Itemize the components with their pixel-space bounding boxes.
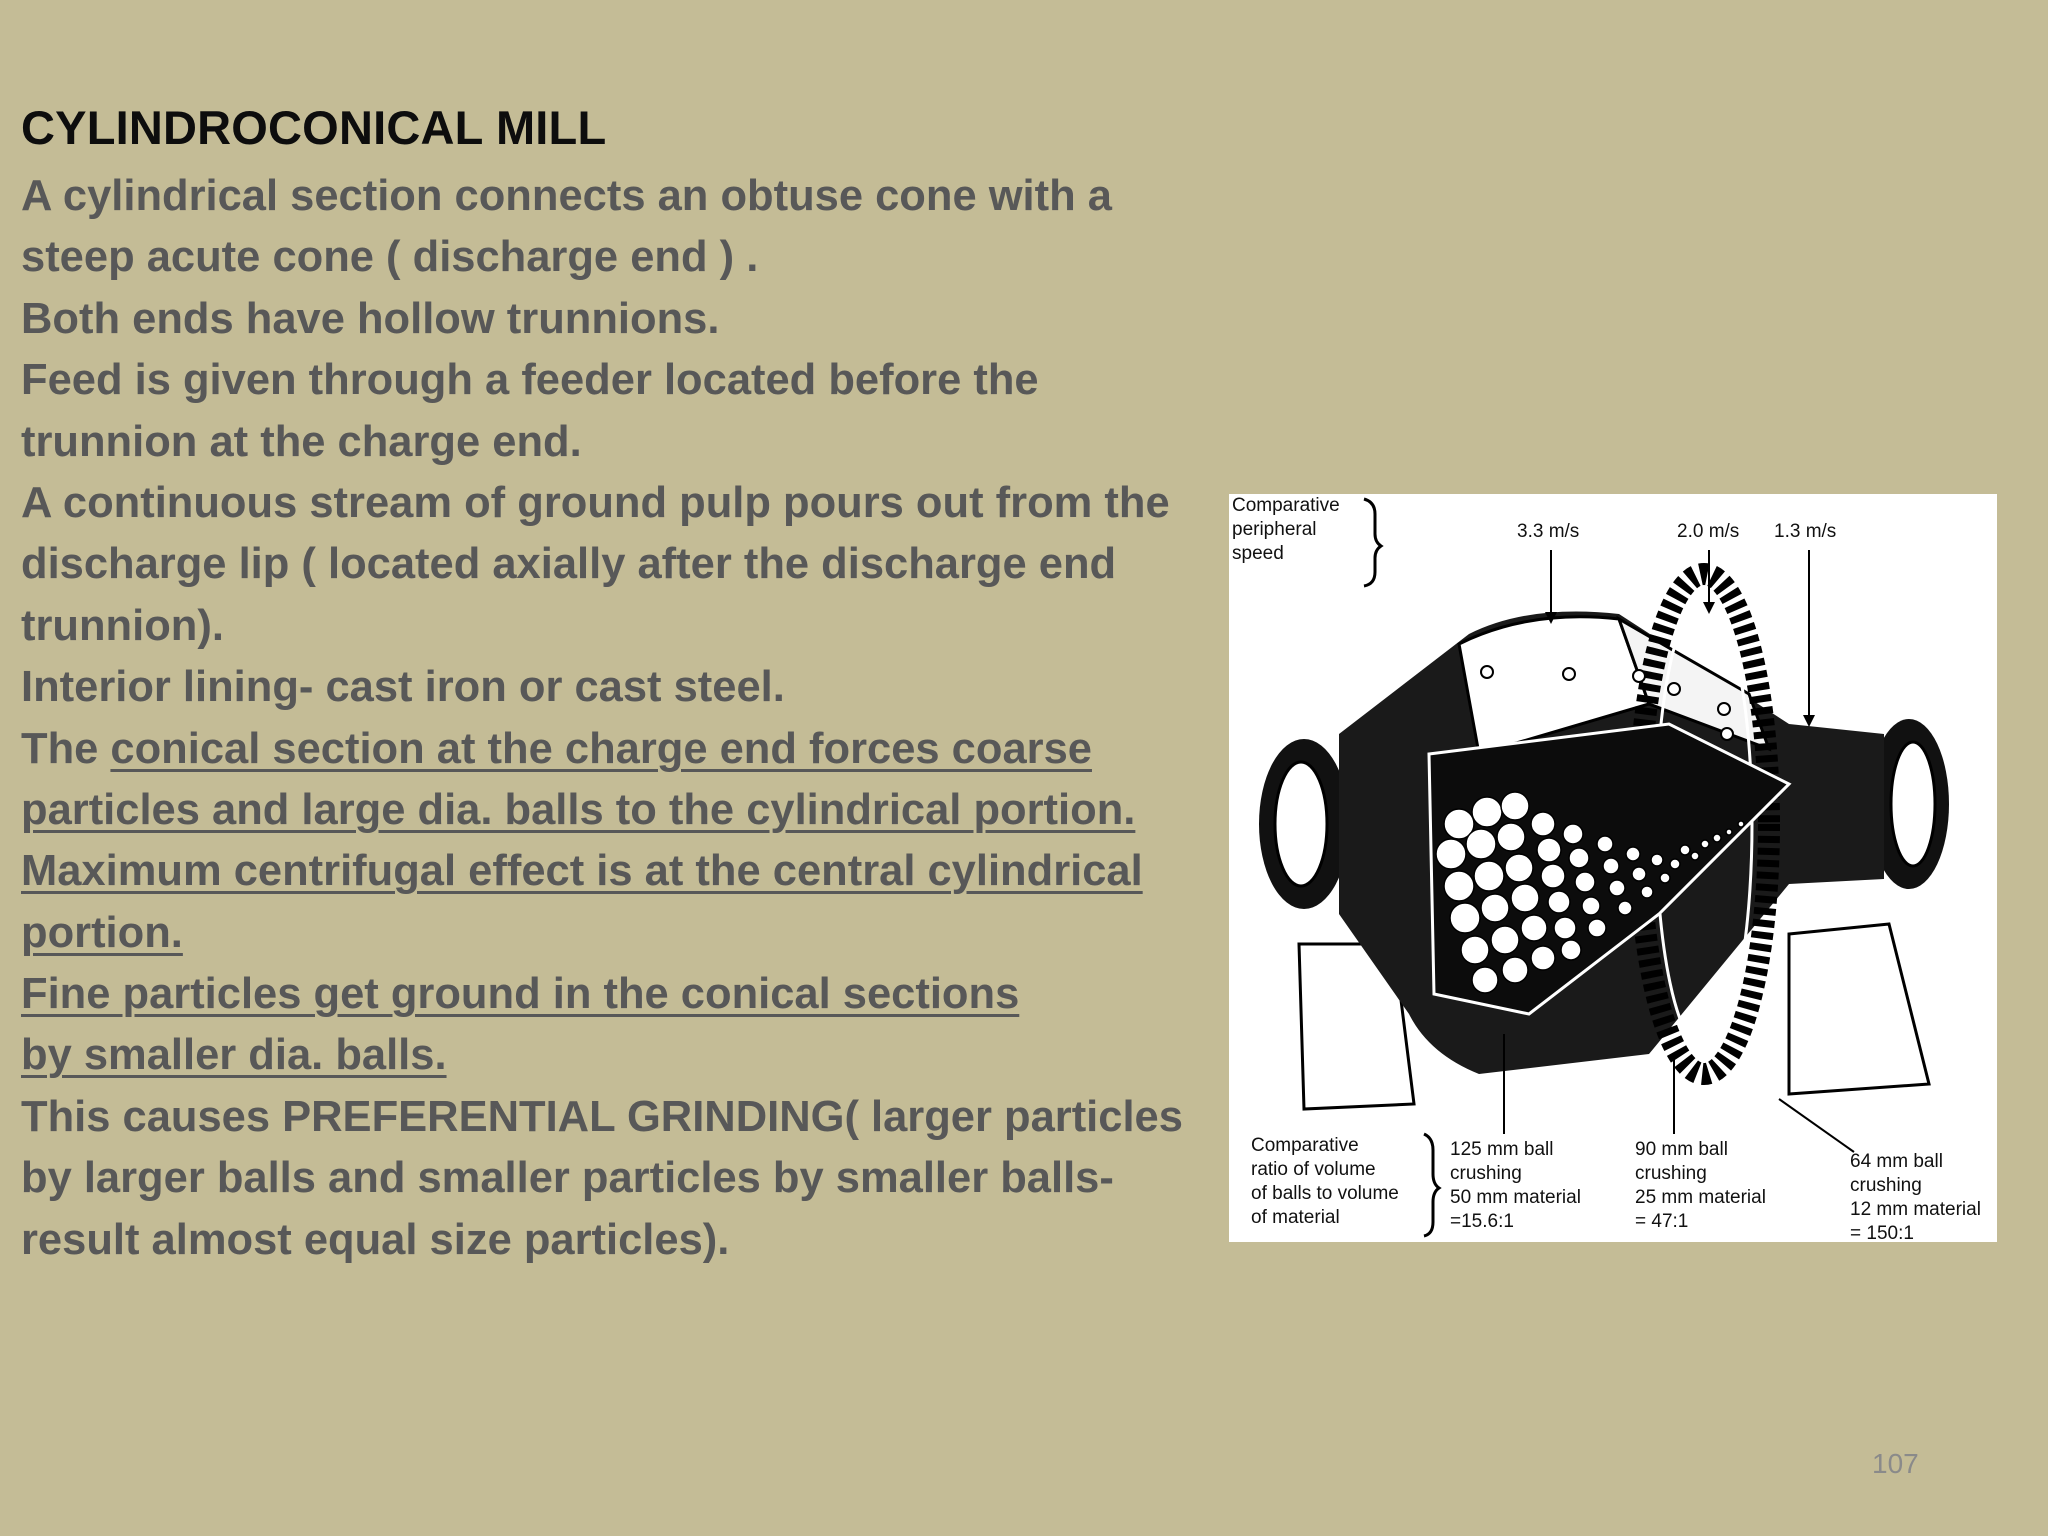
body-line: trunnion). — [21, 601, 224, 650]
body-line: Both ends have hollow trunnions. — [21, 294, 720, 343]
body-line: by smaller dia. balls. — [21, 1031, 447, 1080]
body-line: portion. — [21, 908, 183, 957]
ball-annotation: 125 mm ball crushing 50 mm material =15.6:1 — [1450, 1139, 1581, 1232]
speed-heading: Comparative peripheral speed — [1232, 495, 1340, 564]
body-line: A continuous stream of ground pulp pours out from the — [21, 478, 1170, 527]
body-line: discharge lip ( located axially after the discharge end — [21, 540, 1117, 589]
slide-title: CYLINDROCONICAL MILL — [21, 101, 607, 154]
body-line: Feed is given through a feeder located before the — [21, 356, 1039, 405]
speed-label: 2.0 m/s — [1677, 521, 1740, 542]
body-line: Fine particles get ground in the conical sections — [21, 970, 1020, 1019]
mill-illustration — [1229, 494, 1997, 1242]
ball-annotation: 64 mm ball crushing 12 mm material = 150:1 — [1850, 1151, 1981, 1244]
slide-body — [21, 166, 1221, 1271]
body-line: A cylindrical section connects an obtuse cone with a — [21, 172, 1112, 220]
page-number: 107 — [1872, 1448, 1919, 1479]
mill-diagram — [1229, 494, 1997, 1242]
body-line: The conical section at the charge end forces coarse — [21, 724, 1092, 773]
body-line: trunnion at the charge end. — [21, 417, 582, 466]
body-line: result almost equal size particles). — [21, 1215, 730, 1264]
body-line: Interior lining- cast iron or cast steel. — [21, 663, 785, 712]
ratio-heading: Comparative ratio of volume of balls to volume of material — [1251, 1135, 1399, 1228]
ball-annotation: 90 mm ball crushing 25 mm material = 47:1 — [1635, 1139, 1766, 1232]
body-line: by larger balls and smaller particles by smaller balls- — [21, 1154, 1114, 1203]
body-line: This causes PREFERENTIAL GRINDING( larger particles — [21, 1092, 1183, 1141]
body-line: steep acute cone ( discharge end ) . — [21, 233, 759, 282]
speed-label: 3.3 m/s — [1517, 521, 1580, 542]
speed-label: 1.3 m/s — [1774, 521, 1837, 542]
body-line: particles and large dia. balls to the cylindrical portion. — [21, 785, 1136, 834]
body-line: Maximum centrifugal effect is at the central cylindrical — [21, 847, 1143, 896]
